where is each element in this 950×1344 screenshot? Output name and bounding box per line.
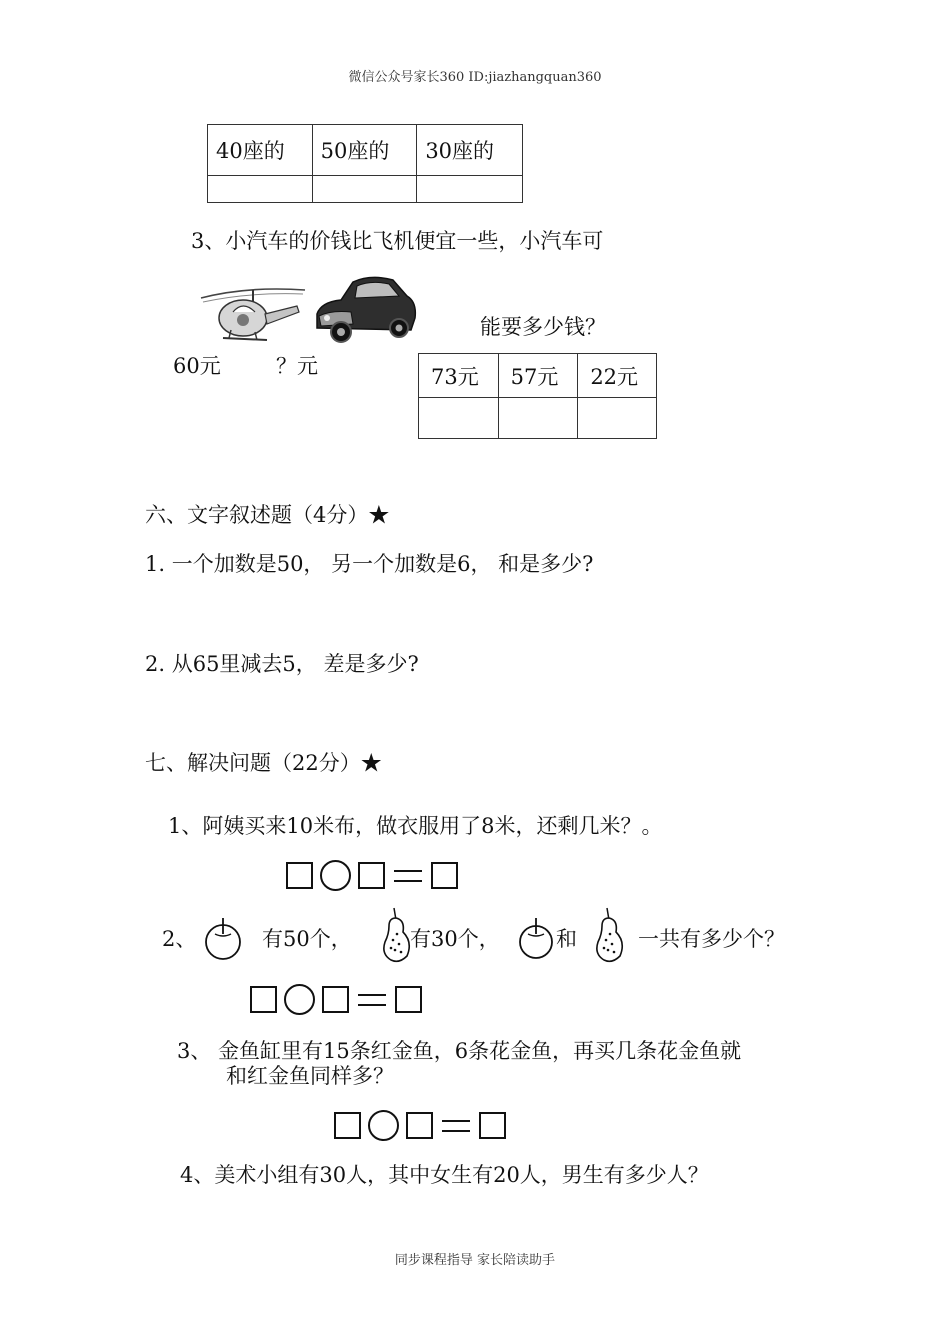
operator-circle[interactable]	[368, 1110, 399, 1141]
answer-box[interactable]	[406, 1112, 433, 1139]
price-table	[418, 353, 657, 439]
answer-box[interactable]	[395, 986, 422, 1013]
plane-price: 60元	[173, 354, 221, 378]
section7-q3-line1: 3、 金鱼缸里有15条红金鱼，6条花金鱼，再买几条花金鱼就	[177, 1039, 742, 1063]
price-option-57: 57元	[498, 354, 578, 398]
helicopter-illustration	[197, 272, 309, 346]
operator-circle[interactable]	[320, 860, 351, 891]
price-answer-cell[interactable]	[578, 398, 657, 439]
section6-q1: 1. 一个加数是50， 另一个加数是6， 和是多少?	[145, 552, 594, 576]
pear-icon	[379, 906, 413, 966]
formula-q1	[286, 860, 458, 891]
answer-box[interactable]	[358, 862, 385, 889]
seat-header-30: 30座的	[417, 125, 523, 176]
seat-answer-cell[interactable]	[312, 176, 417, 203]
section7-q2-p3: 和	[556, 927, 577, 951]
q3-car-text: 3、小汽车的价钱比飞机便宜一些，小汽车可	[191, 229, 604, 253]
equals-sign	[392, 868, 424, 884]
section6-title: 六、文字叙述题（4分）★	[145, 503, 390, 527]
answer-box[interactable]	[431, 862, 458, 889]
answer-box[interactable]	[286, 862, 313, 889]
seat-answer-cell[interactable]	[208, 176, 313, 203]
section7-q2-num: 2、	[162, 927, 197, 951]
car-price: ？元	[276, 354, 318, 378]
answer-box[interactable]	[334, 1112, 361, 1139]
price-option-22: 22元	[578, 354, 657, 398]
equals-sign	[356, 992, 388, 1008]
operator-circle[interactable]	[284, 984, 315, 1015]
answer-box[interactable]	[479, 1112, 506, 1139]
apple-icon	[201, 914, 245, 962]
answer-box[interactable]	[250, 986, 277, 1013]
q3-car-text-2: 能要多少钱？	[480, 315, 606, 339]
section7-q1: 1、阿姨买来10米布，做衣服用了8米，还剩几米？。	[168, 814, 663, 838]
seat-table	[207, 124, 523, 203]
section7-q2-p2: 有30个，	[410, 927, 500, 951]
price-option-73: 73元	[419, 354, 499, 398]
seat-header-40: 40座的	[208, 125, 313, 176]
footer-text: 同步课程指导 家长陪读助手	[394, 1253, 556, 1268]
price-answer-cell[interactable]	[498, 398, 578, 439]
seat-header-50: 50座的	[312, 125, 417, 176]
section7-q2-p1: 有50个，	[262, 927, 352, 951]
section7-q2-p4: 一共有多少个？	[638, 927, 785, 951]
section7-q3-line2: 和红金鱼同样多？	[226, 1064, 394, 1088]
answer-box[interactable]	[322, 986, 349, 1013]
pear-icon	[592, 906, 626, 966]
header-watermark: 微信公众号家长360 ID:jiazhangquan360	[348, 70, 602, 85]
section7-q4: 4、美术小组有30人，其中女生有20人，男生有多少人？	[180, 1163, 709, 1187]
formula-q3	[334, 1110, 506, 1141]
apple-icon	[516, 914, 556, 962]
car-illustration	[311, 272, 421, 346]
section6-q2: 2. 从65里减去5， 差是多少?	[145, 652, 419, 676]
equals-sign	[440, 1118, 472, 1134]
formula-q2	[250, 984, 422, 1015]
price-answer-cell[interactable]	[419, 398, 499, 439]
section7-title: 七、解决问题（22分）★	[145, 751, 382, 775]
seat-answer-cell[interactable]	[417, 176, 523, 203]
